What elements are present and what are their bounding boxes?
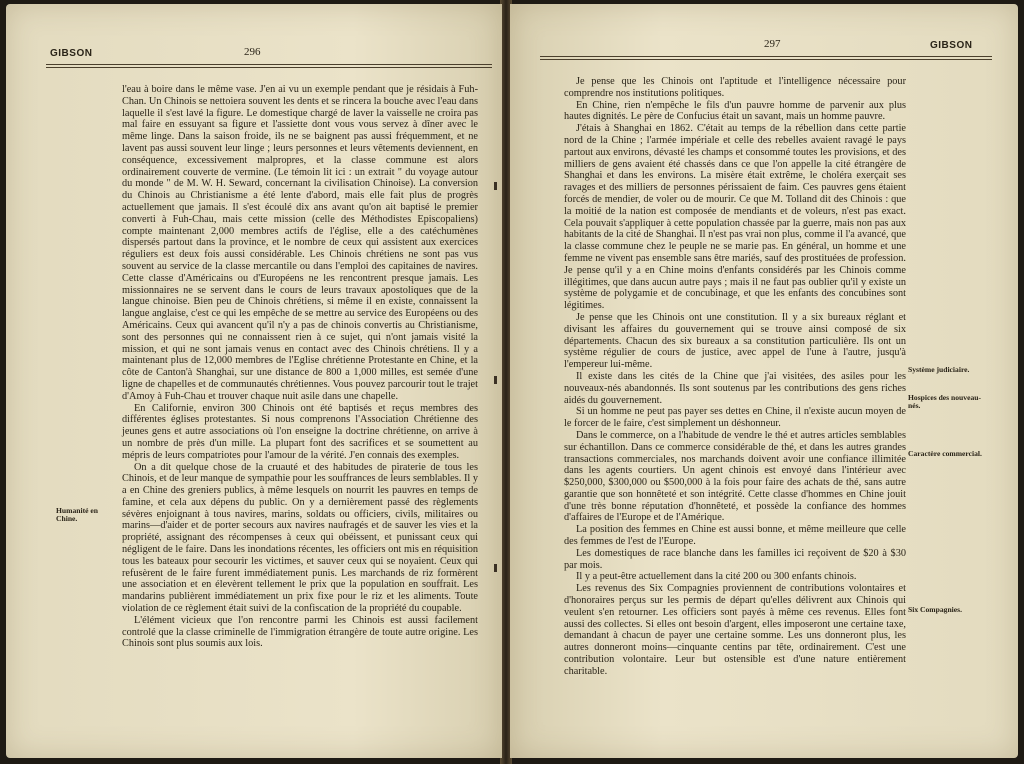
- header-rule: [540, 56, 992, 57]
- running-head-left: GIBSON: [50, 48, 93, 59]
- margin-note: Hospices des nouveau-nés.: [908, 393, 981, 411]
- paragraph: L'élément vicieux que l'on rencontre parmi les Chinois est aussi facilement controlé que la classe criminelle de l'immigration étrangère de toute autre origine. Les Chinois sont plus soumis aux lois.: [122, 614, 478, 650]
- header-rule-double: [540, 59, 992, 60]
- page-number-left: 296: [244, 46, 261, 58]
- margin-note: Humanité en Chine.: [56, 506, 98, 524]
- margin-note: Six Compagnies.: [908, 605, 963, 614]
- margin-note: Système judiciaire.: [908, 365, 970, 374]
- paragraph: En Californie, environ 300 Chinois ont été baptisés et reçus membres des différentes églises protestantes. Si nous comprenons l'Association Chrétienne des jeunes gens et autre associations où l'on enseigne la doctrine chrétienne, on arrive à un nombre de près d'un mille. La plupart font des sacrifices et se soumettent au mépris de leurs compatriotes pour l'amour de la vérité. J'en connais des exemples.: [122, 402, 478, 461]
- header-rule: [46, 64, 492, 65]
- paragraph: Si un homme ne peut pas payer ses dettes en Chine, il n'existe aucun moyen de le forcer de le faire, c'est simplement un déshonneur.: [564, 406, 906, 430]
- header-rule-double: [46, 67, 492, 68]
- right-page-body: [564, 76, 906, 678]
- paragraph: Il existe dans les cités de la Chine que j'ai visitées, des asiles pour les nouveaux-nés abandonnés. Ils sont soutenus par les contributions des gens riches aidés du gouvernement.: [564, 370, 906, 406]
- page-edge-mark: [494, 376, 497, 384]
- margin-note: Caractère commercial.: [908, 449, 982, 458]
- paragraph: l'eau à boire dans le même vase. J'en ai vu un exemple pendant que je résidais à Fuh-Chan. Un Chinois se nettoiera souvent les dents et se rincera la bouche avec l'eau dans laquelle il s'est lavé la figure. Le domestique chargé de laver la vaisselle ne croira pas mal faire en essuyant sa figure et l'assiette dont vous vous servez à dîner avec le même linge. Dans la saison froide, ils ne se baignent pas aussi fréquemment, et ne lavent pas aussi souvent leur linge ; leurs personnes et leurs vêtements deviennent, en conséquence, excessivement malpropres, et la classe commune est alors ordinairement couverte de vermine. (Le témoin lit ici : un extrait " du voyage autour du monde " de M. W. H. Seward, concernant la civilisation Chinoise). La conversion du Chinois au Christianisme a été lente d'abord, mais elle fait plus de progrès actuellement que jamais. Il s'est écoulé dix ans avant qu'on ait baptisé le premier converti à Fuh-Chau, mais cette mission (celle des Méthodistes Episcopaliens) compte maintenant 2,000 membres actifs de l'église, elle a des catéchumènes dispersés partout dans la province, et le nombre de ceux qui assistent aux exercices réguliers est deux fois aussi considérable. Les Chinois chrétiens ne sont pas vus souvent au service de la classe mercantile ou dans l'emploi des capitaines de navires. Cette classe d'Américains ou d'Européens ne les rencontrent presque jamais. Les missionnaires ne se servent dans le cours de leurs travaux apostoliques que de la langue chinoise. Bien peu de Chinois chrétiens, si même il en existe, connaissent la langue anglaise, c'est ce qui les empêche de se mettre au service des Européens ou des Américains. Ceux qui avancent qu'il n'y a pas de chinois convertis au Christianisme, sont des personnes qui ne connaissent rien à ce sujet, qui n'ont jamais visité la mission, et qui ne sont jamais venus en contact avec des Chinois chrétiens. Il y a maintenant plus de 12,000 membres de l'Eglise chrétienne Protestante en Chine, et la côte de Canton'à Shanghai, sur une distance de 800 a 1,000 milles, est semée d'une ligne de chapelles et de communautés chrétiennes. Vous pouvez parcourir tout le trajet d'Amoy à Fuh-Chau et trouver chaque nuit asile dans une chapelle.: [122, 84, 478, 402]
- paragraph: On a dit quelque chose de la cruauté et des habitudes de piraterie de tous les Chinois, et de leur manque de sympathie pour les souffrances de leurs semblables. Il y a en Chine des greniers publics, à même lesquels on nourrit les pauvres en temps de famine, et cela aux dépens du public. On y a dernièrement passé des règlements sévères enjoignant à tous navires, marins, soldats ou officiers, civils, militaires ou marins—d'aider et de porter secours aux navires naufragés et de sauver les vies et la propriété, assignant des récompenses à ceux qui obéissent, et punissant ceux qui négligent de le faire. Dans les inondations récentes, les officiers ont mis en réquisition tous les bateaux pour secourir les victimes, et sauver ceux qui se noyaient. Ceux qui refusèrent de le faire furent immédiatement punis. Les marchands de riz formèrent une association et en élevèrent tellement le prix que la population en souffrait. Les mandarins publièrent immédiatement un prix fixe pour le riz et les aliments. Toute violation de ce règlement était suivi de la confiscation de la propriété du coupable.: [122, 461, 478, 615]
- left-page-body: [122, 84, 478, 650]
- left-page: [6, 4, 502, 758]
- paragraph: J'étais à Shanghai en 1862. C'était au temps de la rébellion dans cette partie nord de la Chine ; l'armée impériale et celle des rebelles avaient ravagé le pays partout aux environs, dévasté les champs et consommé toutes les provisions, et des milliers de gens avaient été chassés dans ce que l'on appelle la cité étrangère de Shanghai et dans les environs. La misère était extrême, le choléra exerçait ses ravages et des milliers de personnes périssaient de faim. Ces pauvres gens étaient forcés de mendier, de voler ou de mourir. Ce que M. Tolland dit des Chinois : que la moitié de la nation est composée de mendiants et de voleurs, n'est pas exact. Cela pouvait s'appliquer à cette population chassée par la guerre, mais non pas aux habitants de la cité de Shanghai. Il n'est pas vrai non plus, comme il l'a avancé, que la classe commune chez le peuple ne se marie pas. En général, un homme et une femme ne vivent pas ensemble sans être mariés, sauf des prostituées de profession. Je pense qu'il y a en Chine moins d'enfants considérés par les Chinois comme illégitimes, que dans aucun autre pays ; mais il ne faut pas oublier qu'il y existe un système de polygamie et de concubinage, et que les enfants des concubines sont légitimes.: [564, 123, 906, 312]
- running-head-right: GIBSON: [930, 40, 973, 51]
- paragraph: En Chine, rien n'empêche le fils d'un pauvre homme de parvenir aux plus hautes dignités. Le père de Confucius était un savant, mais un homme pauvre.: [564, 99, 906, 123]
- paragraph: Les domestiques de race blanche dans les familles ici reçoivent de $20 à $30 par mois.: [564, 547, 906, 571]
- paragraph: Les revenus des Six Compagnies proviennent de contributions volontaires et d'honoraires perçus sur les permis de départ qu'elles délivrent aux Chinois qui veulent s'en retourner. Les officiers sont payés à même ces revenus. Elles font aussi des collectes. Si elles ont besoin d'argent, elles imposeront une certaine taxe, demandant à chacun de payer une certaine somme. Les uns donneront plus, les autres donneront moins—cinquante centins par tête, ordinairement. C'est une contribution volontaire. Leur but ostensible est d'une nature entièrement charitable.: [564, 583, 906, 677]
- page-edge-mark: [494, 564, 497, 572]
- right-page: [510, 4, 1018, 758]
- paragraph: Il y a peut-être actuellement dans la cité 200 ou 300 enfants chinois.: [576, 571, 857, 583]
- page-edge-mark: [494, 182, 497, 190]
- paragraph: Je pense que les Chinois ont une constitution. Il y a six bureaux réglant et divisant les affaires du gouvernement qui se trouve ainsi composé de six départements. Chacun des six bureaux a sa constitution particulière. Ils ont un système régulier de cours de justice, avec appel de l'une à l'autre, jusqu'à l'empereur lui-même.: [564, 311, 906, 371]
- paragraph: Dans le commerce, on a l'habitude de vendre le thé et autres articles semblables sur échantillon. Dans ce commerce considérable de thé, et dans les autres grandes transactions commerciales, nos marchands doivent avoir une confiance illimitée dans les agents courtiers. Un agent chinois est envoyé dans l'intérieur avec $250,000, $300,000 ou $500,000 à la fois pour faire des achats de thé, sans autre garantie que son honnêteté et son intégrité. Cette classe d'hommes en Chine jouit d'une très bonne réputation d'honnêteté, et possède la confiance des hommes d'affaires de l'Europe et de l'Amérique.: [564, 429, 906, 524]
- page-number-right: 297: [764, 38, 781, 50]
- paragraph: Je pense que les Chinois ont l'aptitude et l'intelligence nécessaire pour comprendre nos institutions politiques.: [564, 76, 906, 99]
- paragraph: La position des femmes en Chine est aussi bonne, et même meilleure que celle des femmes de l'est de l'Europe.: [564, 524, 906, 548]
